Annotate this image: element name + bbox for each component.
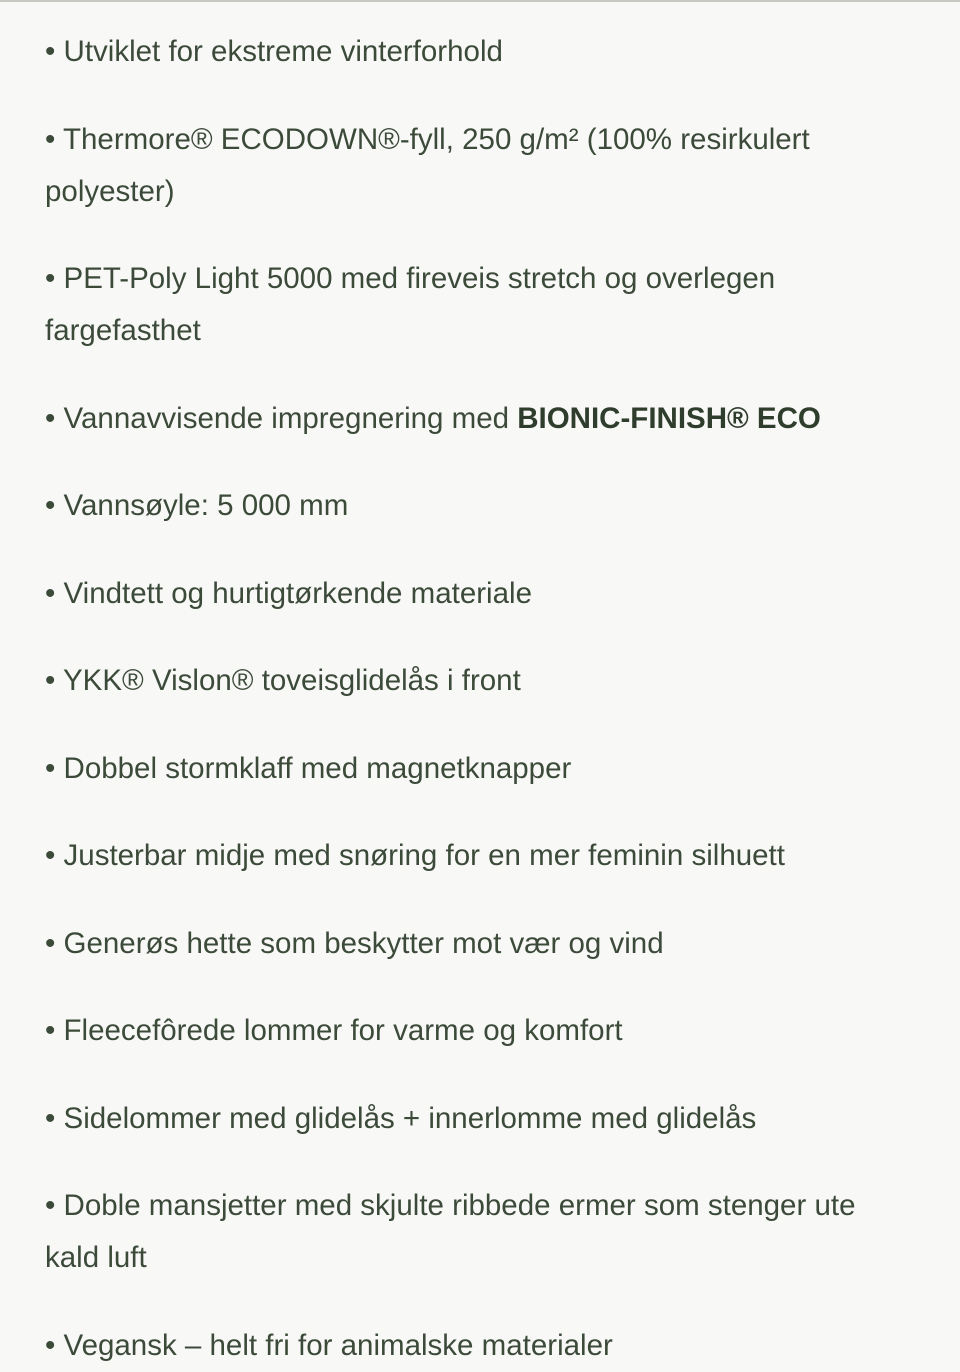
item-text: Doble mansjetter med skjulte ribbede ermer som stenger ute kald luft: [45, 1189, 856, 1274]
bullet: •: [45, 1014, 64, 1047]
list-item: [45, 1093, 915, 1145]
item-text: Vannsøyle: 5 000 mm: [63, 489, 349, 522]
item-text: Thermore® ECODOWN®-fyll, 250 g/m² (100% resirkulert polyester): [45, 122, 810, 208]
bullet: •: [45, 401, 64, 435]
list-item: [45, 830, 915, 882]
bullet: •: [45, 489, 64, 522]
bullet: •: [45, 262, 64, 295]
list-item: [45, 568, 915, 620]
item-text: Vegansk – helt fri for animalske materialer: [63, 1328, 613, 1362]
item-text: YKK® Vislon® toveisglidelås i front: [63, 664, 521, 697]
list-item: [45, 26, 915, 78]
item-text: Vindtett og hurtigtørkende materiale: [63, 576, 532, 610]
bullet: •: [45, 122, 63, 156]
bullet: •: [45, 1328, 64, 1362]
list-item: [45, 918, 915, 970]
top-divider: [0, 0, 960, 2]
bullet: •: [45, 926, 64, 960]
bullet: •: [45, 35, 64, 68]
item-text: PET-Poly Light 5000 med fireveis stretch og overlegen fargefasthet: [45, 262, 776, 347]
list-item: [45, 253, 915, 357]
item-text: Generøs hette som beskytter mot vær og vind: [63, 926, 664, 960]
item-text: Dobbel stormklaff med magnetknapper: [63, 751, 572, 785]
list-item: [45, 480, 915, 532]
list-item: [45, 1180, 915, 1284]
item-text: Utviklet for ekstreme vinterforhold: [63, 35, 503, 68]
list-item: [45, 1320, 915, 1372]
list-item: [45, 743, 915, 795]
bullet: •: [45, 576, 64, 610]
item-text: Justerbar midje med snøring for en mer feminin silhuett: [63, 839, 785, 872]
list-item: [45, 114, 915, 218]
list-item: [45, 1005, 915, 1057]
bullet: •: [45, 839, 64, 872]
item-text: Vannavvisende impregnering med: [63, 401, 518, 435]
brand-name: BIONIC-FINISH® ECO: [517, 401, 821, 435]
feature-list: [45, 26, 915, 1372]
item-text: Fleecefôrede lommer for varme og komfort: [63, 1014, 623, 1047]
bullet: •: [45, 664, 63, 697]
bullet: •: [45, 1189, 64, 1222]
list-item: [45, 655, 915, 707]
bullet: •: [45, 1101, 64, 1135]
bullet: •: [45, 751, 64, 785]
list-item: [45, 393, 915, 445]
item-text: Sidelommer med glidelås + innerlomme med glidelås: [63, 1101, 757, 1135]
